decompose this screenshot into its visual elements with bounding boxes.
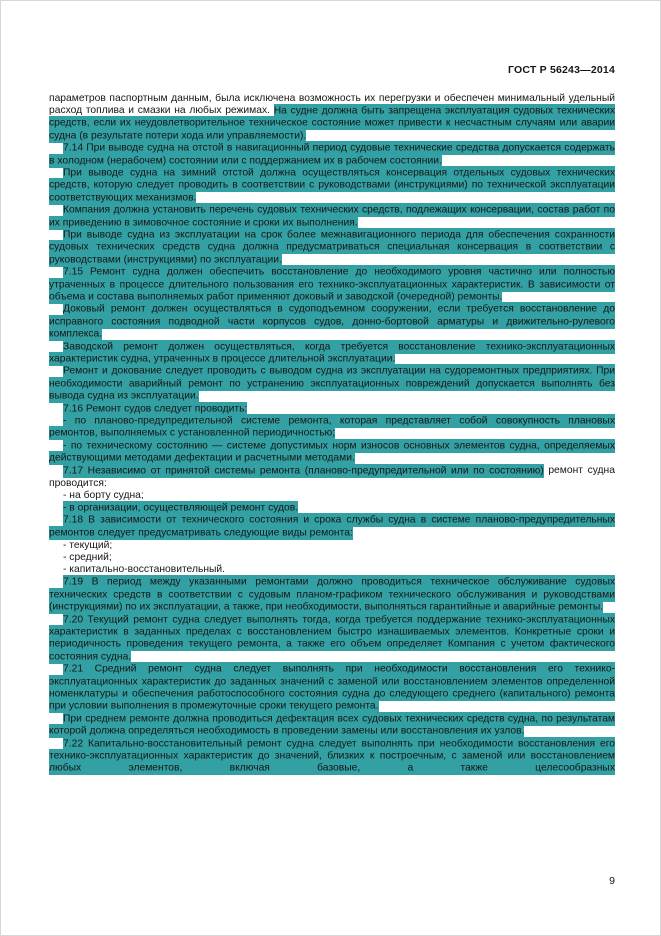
highlighted-text-segment: 7.15 Ремонт судна должен обеспечить восстановление до необходимого уровня частично или полностью утраченных в процессе длительного пользования его технико-эксплуатационных характеристик. В зависимости от объема и состава выполняемых работ применяют доковый и заводской (очередной) ремонты. (49, 266, 615, 303)
paragraph (49, 143, 615, 168)
list-item-paragraph (49, 552, 615, 564)
highlighted-text-segment: 7.19 В период между указанными ремонтами должно проводиться техническое обслуживание судовых технических средств в соответствии с судовым планом-графиком технического обслуживания и руководствами (инструкциями) по их эксплуатации, а также, при необходимости, выполняться гарантийные и аварийные ремонты. (49, 576, 615, 613)
text-segment: - капитально-восстановительный. (63, 564, 226, 576)
highlighted-text-segment: - в организации, осуществляющей ремонт судов. (63, 502, 299, 514)
text-segment: - текущий; (63, 539, 113, 551)
paragraph (49, 515, 615, 540)
paragraph (49, 366, 615, 403)
text-segment: - средний; (63, 552, 112, 564)
paragraph (49, 93, 615, 143)
highlighted-text-segment: При среднем ремонте должна проводиться дефектация всех судовых технических средств судна, по результатам которой должна определяться необходимость в проведении замены или восстановления их узлов. (49, 713, 615, 737)
document-body (49, 93, 615, 775)
paragraph (49, 664, 615, 714)
highlighted-text-segment: 7.21 Средний ремонт судна следует выполнять при необходимости восстановления его технико-эксплуатационных характеристик до заданных значений с заменой или восстановлением элементов определенной номенклатуры и обеспечения работоспособного состояния судна до следующего среднего (капитального) ремонта при условии выполнения в промежуточные сроки текущего ремонта. (49, 663, 615, 712)
page-number: 9 (609, 875, 615, 887)
paragraph (49, 304, 615, 341)
highlighted-text-segment: 7.17 Независимо от принятой системы ремонта (планово-предупредительной или по состоянию) (63, 465, 544, 477)
highlighted-text-segment: 7.14 При выводе судна на отстой в навигационный период судовые технические средства допускается содержать в холодном (нерабочем) состоянии или с поддержанием их в рабочем состоянии. (49, 142, 615, 167)
paragraph (49, 205, 615, 230)
highlighted-text-segment: При выводе судна из эксплуатации на срок более межнавигационного периода для обеспечения сохранности судовых технических средств судна должна предусматриваться специальная консервация в соответствии с руководствами (инструкциями) по эксплуатации. (49, 229, 615, 266)
highlighted-text-segment: Ремонт и докование следует проводить с выводом судна из эксплуатации на судоремонтных предприятиях. При необходимости аварийный ремонт по устранению эксплуатационных повреждений допускается выполнять без вывода судна из эксплуатации. (49, 365, 615, 402)
highlighted-text-segment: На судне должна быть запрещена эксплуатация судовых технических средств, если их неудовлетворительное техническое состояние может привести к несчастным случаям или аварии судна (в результате потери хода или управляемости). (49, 105, 615, 142)
paragraph (49, 577, 615, 614)
highlighted-text-segment: 7.18 В зависимости от технического состояния и срока службы судна в системе планово-предупредительных ремонтов следует предусматривать следующие виды ремонта: (49, 514, 615, 539)
text-segment: ремонт судна проводится: (49, 465, 615, 489)
highlighted-text-segment: 7.22 Капитально-восстановительный ремонт судна следует выполнять при необходимости восстановления его технико-эксплуатационных характеристик до значений, близких к построечным, с заменой или восстановлением любых элементов, включая базовые, а также целесообразных (49, 738, 615, 774)
paragraph (49, 614, 615, 664)
list-item-paragraph (49, 540, 615, 552)
paragraph (49, 267, 615, 304)
paragraph (49, 713, 615, 738)
highlighted-text-segment: - по планово-предупредительной системе ремонта, которая представляет собой совокупность плановых ремонтов, выполняемых с установленной периодичностью; (49, 415, 615, 439)
standard-number-header: ГОСТ Р 56243—2014 (507, 64, 615, 76)
highlighted-text-segment: 7.20 Текущий ремонт судна следует выполнять тогда, когда требуется поддержание технико-эксплуатационных характеристик в заданных пределах с восстановлением быстро изнашиваемых элементов. Конкретные сроки и периодичность проведения текущего ремонта, а также его объем определяет Компания с учетом фактического состояния судна. (49, 614, 615, 663)
paragraph (49, 738, 615, 775)
text-segment: - на борту судна; (63, 490, 144, 501)
list-item-paragraph (49, 416, 615, 441)
paragraph (49, 229, 615, 266)
highlighted-text-segment: При выводе судна на зимний отстой должна осуществляться консервация отдельных судовых технических средств, которую следует проводить в соответствии с руководствами (инструкциями) по технической эксплуатации соответствующих механизмов. (49, 167, 615, 204)
paragraph (49, 465, 615, 490)
highlighted-text-segment: Компания должна установить перечень судовых технических средств, подлежащих консервации, состав работ по их приведению в зимовочное состояние и сроки их выполнения. (49, 204, 615, 229)
highlighted-text-segment: - по техническому состоянию — системе допустимых норм износов основных элементов судна, определяемых действующими методами дефектации и расчетными методами. (49, 440, 615, 464)
paragraph (49, 341, 615, 366)
list-item-paragraph (49, 440, 615, 465)
highlighted-text-segment: Заводской ремонт должен осуществляться, когда требуется восстановление технико-эксплуатационных характеристик судна, утраченных в процессе длительной эксплуатации. (49, 341, 615, 365)
highlighted-text-segment: 7.16 Ремонт судов следует проводить: (63, 403, 248, 415)
paragraph (49, 167, 615, 204)
text-segment: параметров паспортным данным, была исключена возможность их перегрузки и обеспечен минимальный удельный расход топлива и смазки на любых режимах. (49, 93, 615, 117)
highlighted-text-segment: Доковый ремонт должен осуществляться в судоподъемном сооружении, если требуется восстановление до исправного состояния подводной части корпусов судов, донно-бортовой арматуры и движительно-рулевого комплекса. (49, 303, 615, 340)
